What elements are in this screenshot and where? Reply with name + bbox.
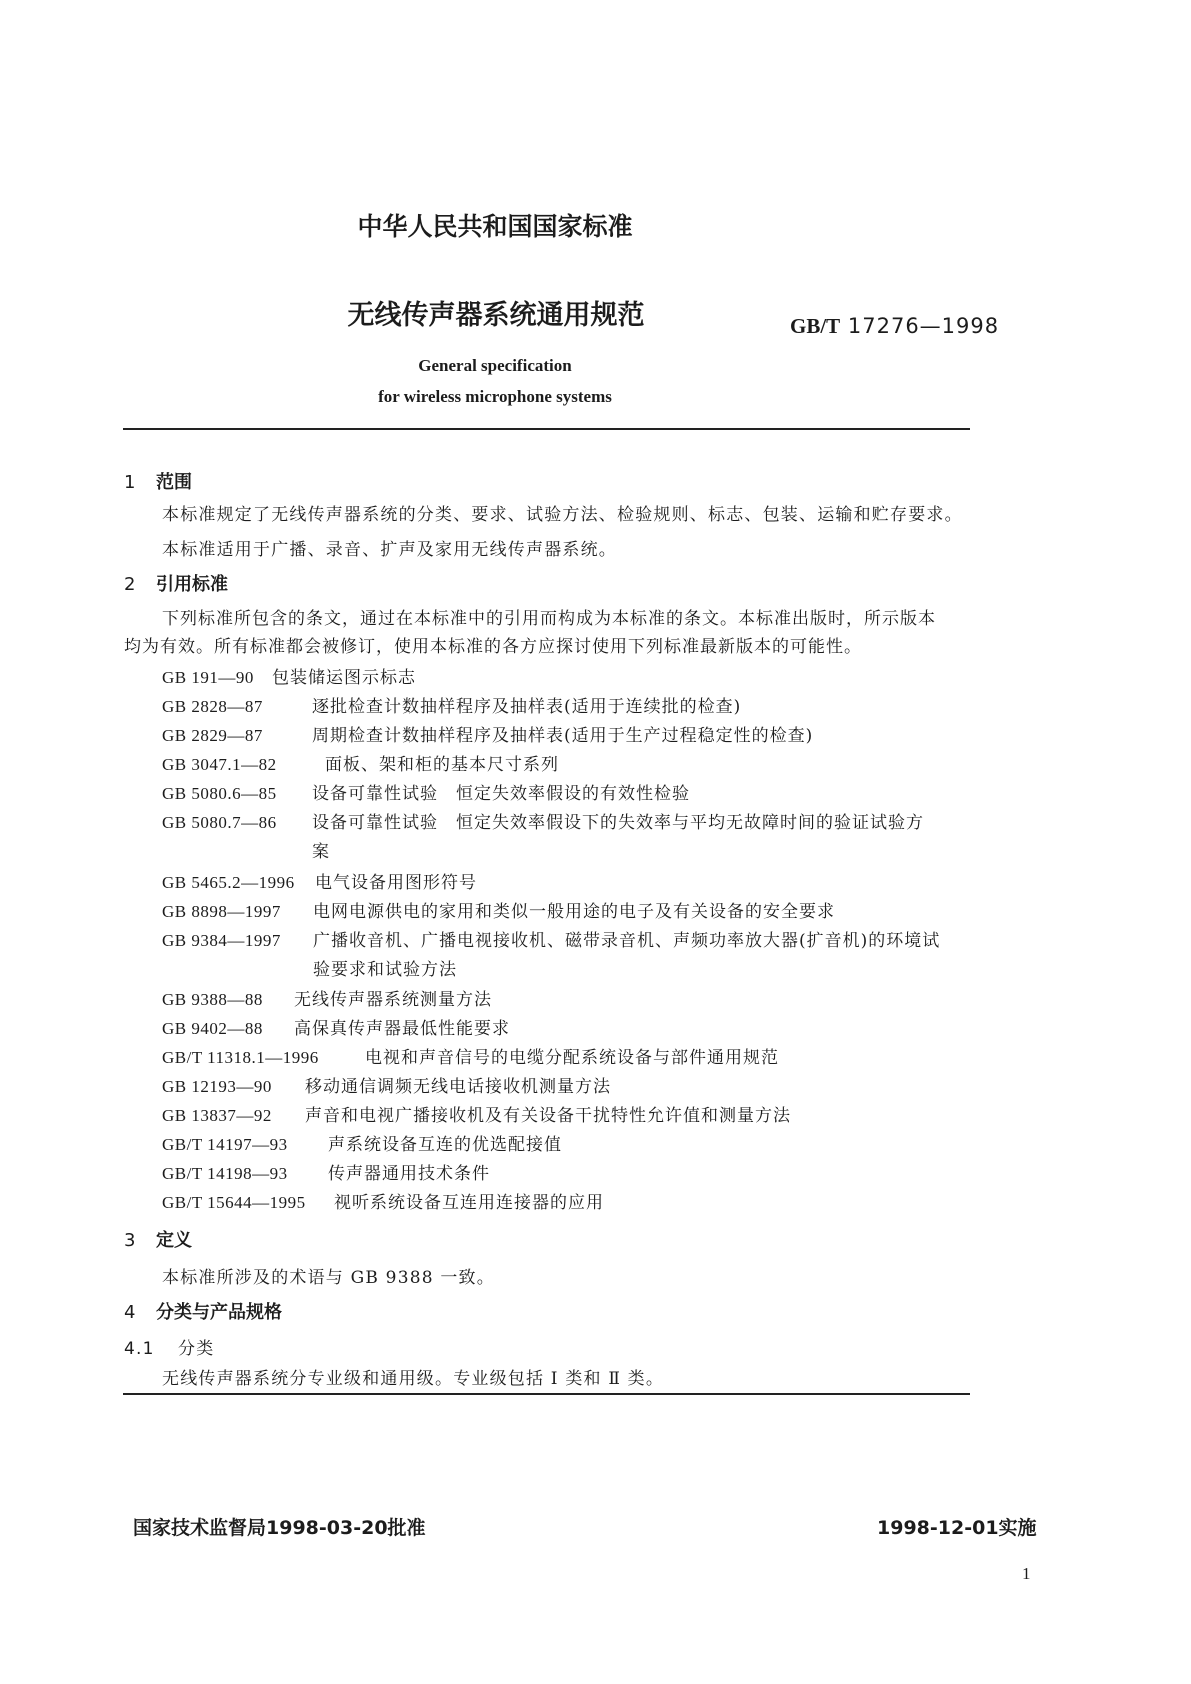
section-1-title: 范围 [156, 472, 192, 493]
reference-title: 视听系统设备互连用连接器的应用 [334, 1193, 604, 1213]
section-3-title: 定义 [156, 1230, 192, 1251]
reference-code: GB 9384—1997 [162, 931, 281, 950]
reference-code: GB/T 11318.1—1996 [162, 1048, 319, 1067]
reference-code: GB 9402—88 [162, 1019, 263, 1038]
section-3-heading [124, 1226, 192, 1252]
reference-title: 包装储运图示标志 [272, 668, 416, 688]
reference-item [162, 1130, 562, 1155]
reference-title: 设备可靠性试验 恒定失效率假设的有效性检验 [312, 784, 690, 804]
reference-title-continuation: 案 [312, 842, 330, 862]
reference-item [162, 721, 813, 746]
reference-title: 传声器通用技术条件 [328, 1164, 490, 1184]
reference-code: GB 8898—1997 [162, 902, 281, 921]
section-3-number: 3 [124, 1230, 136, 1251]
reference-code: GB/T 14198—93 [162, 1164, 288, 1183]
reference-title: 声系统设备互连的优选配接值 [328, 1135, 562, 1155]
reference-title: 声音和电视广播接收机及有关设备干扰特性允许值和测量方法 [305, 1106, 791, 1126]
reference-title: 面板、架和柜的基本尺寸系列 [325, 755, 559, 775]
reference-code: GB 191—90 [162, 668, 254, 687]
document-title: 无线传声器系统通用规范 [347, 300, 645, 331]
reference-item [162, 1188, 604, 1213]
reference-item [162, 926, 940, 951]
reference-code: GB 3047.1—82 [162, 755, 277, 774]
reference-code: GB 5465.2—1996 [162, 873, 295, 892]
reference-title: 电气设备用图形符号 [315, 873, 477, 893]
section-4-number: 4 [124, 1302, 136, 1323]
section-2-number: 2 [124, 574, 136, 595]
reference-code: GB 9388—88 [162, 990, 263, 1009]
reference-item [162, 1159, 490, 1184]
reference-title: 设备可靠性试验 恒定失效率假设下的失效率与平均无故障时间的验证试验方 [312, 813, 924, 833]
reference-title: 无线传声器系统测量方法 [294, 990, 492, 1010]
reference-item [162, 1043, 779, 1068]
page-number: 1 [1022, 1564, 1031, 1583]
reference-title: 广播收音机、广播电视接收机、磁带录音机、声频功率放大器(扩音机)的环境试 [313, 931, 941, 951]
reference-title: 高保真传声器最低性能要求 [294, 1019, 510, 1039]
reference-code: GB 13837—92 [162, 1106, 272, 1125]
reference-code: GB 5080.6—85 [162, 784, 277, 803]
reference-item [162, 1101, 791, 1126]
reference-code: GB 12193—90 [162, 1077, 272, 1096]
reference-code: GB 2828—87 [162, 697, 263, 716]
reference-title-continuation: 验要求和试验方法 [313, 960, 457, 980]
subsection-4-1-heading [124, 1334, 214, 1359]
reference-title: 移动通信调频无线电话接收机测量方法 [305, 1077, 611, 1097]
section-1-paragraph-1: 本标准规定了无线传声器系统的分类、要求、试验方法、检验规则、标志、包装、运输和贮存要求。 [162, 505, 963, 525]
section-1-heading [124, 468, 192, 494]
section-2-intro-line-2: 均为有效。所有标准都会被修订，使用本标准的各方应探讨使用下列标准最新版本的可能性。 [124, 637, 862, 657]
reference-item [162, 985, 492, 1010]
section-4-title: 分类与产品规格 [156, 1302, 282, 1323]
reference-title: 周期检查计数抽样程序及抽样表(适用于生产过程稳定性的检查) [312, 726, 814, 746]
section-3-paragraph: 本标准所涉及的术语与 GB 9388 一致。 [162, 1268, 495, 1288]
reference-item [162, 868, 477, 893]
reference-item [162, 663, 416, 688]
reference-item [162, 779, 690, 804]
reference-title: 逐批检查计数抽样程序及抽样表(适用于连续批的检查) [312, 697, 742, 717]
standard-number [790, 314, 999, 339]
reference-item [162, 808, 924, 833]
header-rule [123, 428, 970, 430]
footer-rule [123, 1393, 970, 1395]
standard-code: 17276—1998 [847, 314, 1000, 338]
implementation-date: 1998-12-01实施 [877, 1517, 1037, 1539]
reference-item [162, 750, 559, 775]
reference-title: 电网电源供电的家用和类似一般用途的电子及有关设备的安全要求 [313, 902, 835, 922]
reference-code: GB/T 14197—93 [162, 1135, 288, 1154]
reference-code: GB 2829—87 [162, 726, 263, 745]
section-2-heading [124, 570, 228, 596]
subsection-4-1-title: 分类 [178, 1339, 215, 1359]
section-2-title: 引用标准 [156, 574, 228, 595]
reference-item [162, 1014, 510, 1039]
english-title-line-1: General specification [418, 356, 572, 375]
reference-code: GB 5080.7—86 [162, 813, 277, 832]
subsection-4-1-paragraph: 无线传声器系统分专业级和通用级。专业级包括 Ⅰ 类和 Ⅱ 类。 [162, 1369, 665, 1389]
standard-prefix: GB/T [790, 314, 841, 338]
reference-title: 电视和声音信号的电缆分配系统设备与部件通用规范 [365, 1048, 779, 1068]
section-1-number: 1 [124, 472, 136, 493]
approval-note: 国家技术监督局1998-03-20批准 [133, 1517, 426, 1539]
english-title-line-2: for wireless microphone systems [378, 387, 612, 406]
subsection-4-1-number: 4.1 [124, 1339, 155, 1359]
national-standard-header: 中华人民共和国国家标准 [357, 212, 633, 241]
section-1-paragraph-2: 本标准适用于广播、录音、扩声及家用无线传声器系统。 [162, 540, 617, 560]
section-2-intro-line-1: 下列标准所包含的条文，通过在本标准中的引用而构成为本标准的条文。本标准出版时，所示版本 [162, 609, 936, 629]
section-4-heading [124, 1298, 282, 1324]
reference-item [162, 692, 741, 717]
reference-code: GB/T 15644—1995 [162, 1193, 306, 1212]
reference-item [162, 897, 835, 922]
reference-item [162, 1072, 611, 1097]
